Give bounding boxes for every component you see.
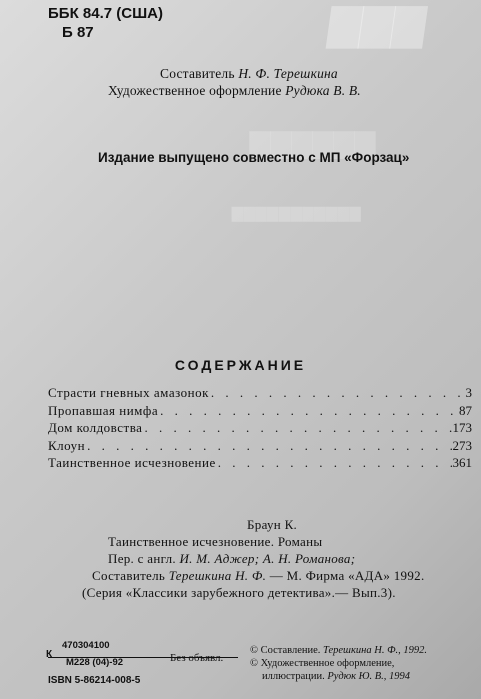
copyright-text: иллюстрации.: [262, 671, 325, 682]
card-composer-name: Терешкина Н. Ф.: [168, 568, 267, 583]
card-title: Таинственное исчезновение. Романы: [108, 534, 323, 549]
art-credit: [108, 83, 361, 99]
bleed-through-texture: ▇▇▇: [326, 3, 429, 47]
isbn: ISBN 5-86214-008-5: [48, 675, 141, 686]
composer-label: Составитель: [160, 66, 235, 81]
contents-item-title: Страсти гневных амазонок: [48, 385, 209, 400]
leader-dots: [142, 420, 452, 436]
contents-item: [48, 438, 472, 456]
no-advertisement: Без объявл.: [170, 652, 224, 664]
leader-dots: [209, 385, 466, 401]
copyright-symbol: ©: [250, 645, 258, 656]
art-label: Художественное оформление: [108, 83, 282, 98]
author-mark: Б 87: [62, 24, 94, 41]
contents-item-page: 361: [452, 455, 472, 470]
contents-item: [48, 455, 472, 473]
contents-item: [48, 403, 472, 421]
card-composer: [82, 567, 442, 584]
card-translation: [82, 550, 442, 567]
copyright-text: Составление.: [260, 645, 321, 656]
contents-item-title: Клоун: [48, 437, 86, 453]
card-publisher: — М. Фирма «АДА» 1992.: [269, 568, 425, 583]
contents-item-title: Пропавшая нимфа: [48, 402, 159, 418]
art-name: Рудюка В. В.: [285, 83, 361, 98]
imprint-k: К: [46, 649, 53, 660]
copyright-line: [250, 670, 427, 683]
contents-item-title: Таинственное исчезновение: [48, 455, 216, 470]
contents-item-page: 87: [459, 402, 472, 418]
leader-dots: [85, 438, 452, 454]
copyright-block: [250, 644, 427, 683]
composer-name: Н. Ф. Терешкина: [238, 66, 338, 81]
edition-note: Издание выпущено совместно с МП «Форзац»: [98, 150, 410, 165]
translation-prefix: Пер. с англ.: [108, 551, 176, 566]
leader-dots: [216, 455, 453, 471]
card-series: (Серия «Классики зарубежного детектива».— Вып.3).: [82, 585, 396, 600]
contents-item-page: 3: [465, 385, 472, 400]
leader-dots: [158, 403, 459, 419]
imprint-code: 470304100: [62, 640, 110, 651]
contents-item: [48, 385, 472, 403]
translators: И. М. Аджер; А. Н. Романова;: [179, 551, 356, 566]
contents-item-page: 273: [452, 437, 472, 453]
contents-title: СОДЕРЖАНИЕ: [174, 357, 307, 373]
contents-list: [48, 385, 472, 473]
catalog-card: [82, 516, 442, 601]
contents-item: [48, 420, 472, 438]
copyright-name: Терешкина Н. Ф., 1992.: [323, 645, 428, 656]
contents-item-title: Дом колдовства: [48, 420, 143, 435]
bleed-through-texture: ▇▇▇▇▇▇: [250, 128, 376, 158]
copyright-name: Рудюк Ю. В., 1994: [327, 671, 411, 682]
bbk-code: ББК 84.7 (США): [48, 5, 163, 22]
copyright-line: [250, 657, 427, 670]
imprint-code: М228 (04)-92: [66, 657, 124, 668]
copyright-symbol: ©: [250, 658, 258, 669]
copyright-line: [250, 644, 427, 657]
composer-credit: [160, 66, 338, 82]
card-composer-label: Составитель: [92, 568, 166, 583]
copyright-text: Художественное оформление,: [260, 658, 395, 669]
card-author: Браун К.: [247, 517, 298, 532]
bleed-through-texture: ▇▇▇▇▇▇▇▇▇▇▇: [232, 205, 362, 221]
contents-item-page: 173: [452, 420, 472, 435]
